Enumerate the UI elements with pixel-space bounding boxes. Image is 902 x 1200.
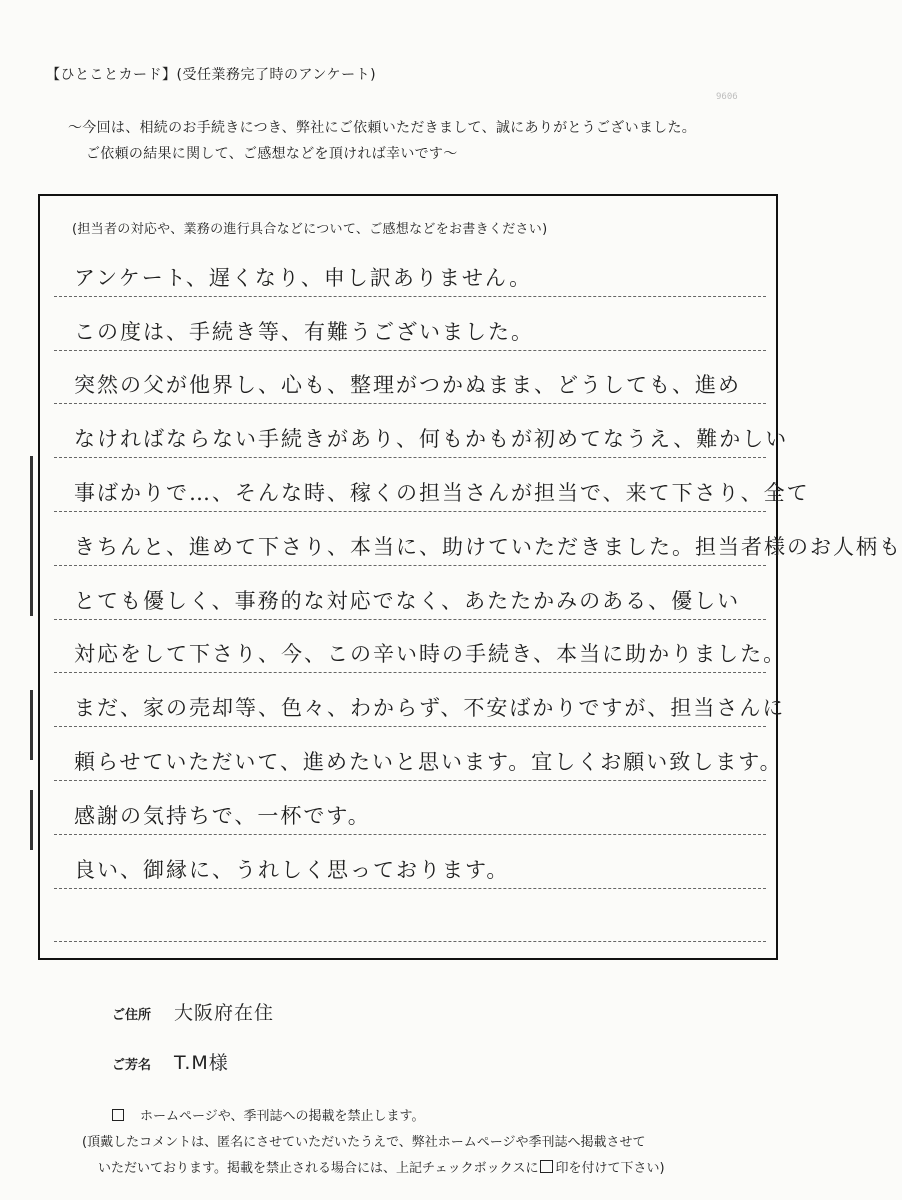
publish-notice-text-a: いただいております。掲載を禁止される場合には、上記チェックボックスに — [98, 1161, 539, 1176]
publish-prohibit-label: ホームページや、季刊誌への掲載を禁止します。 — [140, 1109, 425, 1124]
comment-box — [38, 194, 902, 960]
comment-line — [54, 835, 766, 889]
comment-line — [54, 727, 783, 781]
card-title: 【ひとことカード】(受任業務完了時のアンケート) — [46, 67, 377, 83]
comment-line-text: 事ばかりで…、そんな時、稼くの担当さんが担当で、来て下さり、全て — [74, 480, 810, 505]
comment-line-text: きちんと、進めて下さり、本当に、助けていただきました。担当者様のお人柄も — [74, 534, 902, 559]
address-label: ご住所 — [112, 1008, 152, 1023]
name-value: T.M様 — [174, 1052, 229, 1074]
address-value: 大阪府在住 — [174, 1002, 275, 1024]
comment-line — [54, 620, 787, 674]
faint-stamp-number: 9606 — [716, 92, 738, 102]
publish-prohibit-checkbox[interactable] — [112, 1109, 124, 1121]
comment-line — [54, 243, 766, 297]
comment-line — [54, 404, 789, 458]
name-label: ご芳名 — [112, 1058, 152, 1073]
comment-box-instructions: (担当者の対応や、業務の進行具合などについて、ご感想などをお書きください) — [72, 222, 548, 237]
comment-line — [54, 512, 902, 566]
intro-text-line-2: ご依頼の結果に関して、ご感想などを頂ければ幸いです〜 — [86, 146, 458, 162]
comment-line-text: この度は、手続き等、有難うございました。 — [74, 319, 534, 344]
comment-line-text: とても優しく、事務的な対応でなく、あたたかみのある、優しい — [74, 588, 741, 613]
comment-line-text: 感謝の気持ちで、一杯です。 — [74, 803, 371, 828]
comment-line-text: 突然の父が他界し、心も、整理がつかぬまま、どうしても、進め — [74, 373, 741, 398]
left-edge-mark — [30, 690, 33, 760]
comment-line-text: アンケート、遅くなり、申し訳ありません。 — [74, 265, 533, 290]
comment-line — [54, 458, 810, 512]
comment-line — [54, 566, 766, 620]
publish-notice-line-2 — [98, 1157, 665, 1176]
comment-line — [54, 889, 766, 943]
comment-line — [54, 297, 766, 351]
comment-line-text: 対応をして下さり、今、この辛い時の手続き、本当に助かりました。 — [74, 642, 787, 667]
comment-line — [54, 673, 786, 727]
left-edge-mark — [30, 456, 33, 616]
comment-line-text: なければならない手続きがあり、何もかもが初めてなうえ、難かしい — [74, 427, 789, 452]
comment-line — [54, 781, 766, 835]
comment-line-text: まだ、家の売却等、色々、わからず、不安ばかりですが、担当さんに — [74, 696, 786, 721]
left-edge-mark — [30, 790, 33, 850]
handwritten-comment-lines — [54, 243, 902, 942]
checkbox-symbol-icon — [540, 1160, 553, 1173]
publish-notice-text-b: 印を付けて下さい) — [555, 1161, 665, 1176]
comment-line-text: 頼らせていただいて、進めたいと思います。宜しくお願い致します。 — [74, 749, 783, 774]
comment-line-text: 良い、御縁に、うれしく思っております。 — [74, 857, 510, 882]
intro-text-line-1: 〜今回は、相続のお手続きにつき、弊社にご依頼いただきまして、誠にありがとうございました。 — [68, 120, 697, 136]
publish-notice-line-1: (頂戴したコメントは、匿名にさせていただいたうえで、弊社ホームページや季刊誌へ掲載させて — [82, 1135, 646, 1150]
comment-line — [54, 351, 766, 405]
